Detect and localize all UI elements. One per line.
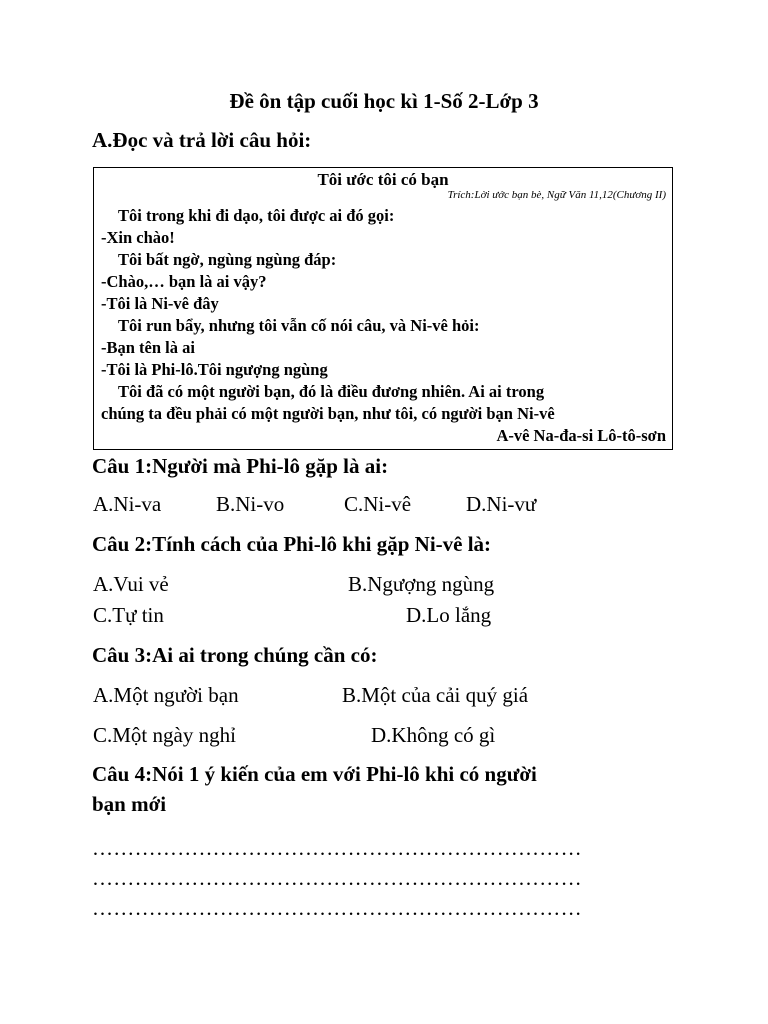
reading-passage-box [93, 167, 673, 450]
answer-line[interactable]: …………………………………………………………… [92, 866, 582, 890]
q1-option-a: A.Ni-va [93, 492, 162, 516]
question-2: Câu 2:Tính cách của Phi-lô khi gặp Ni-vê là: [92, 532, 492, 556]
page-title: Đề ôn tập cuối học kì 1-Số 2-Lớp 3 [229, 89, 539, 113]
passage-line: Tôi trong khi đi dạo, tôi được ai đó gọi: [118, 206, 395, 225]
passage-line: -Tôi là Phi-lô.Tôi ngượng ngùng [101, 360, 328, 379]
question-1: Câu 1:Người mà Phi-lô gặp là ai: [92, 454, 389, 478]
q3-option-d: D.Không có gì [371, 723, 496, 747]
q2-option-b: B.Ngượng ngùng [348, 572, 495, 596]
q3-option-b: B.Một của cải quý giá [342, 683, 529, 707]
q3-option-a: A.Một người bạn [93, 683, 239, 707]
q1-option-c: C.Ni-vê [344, 492, 412, 516]
section-heading: A.Đọc và trả lời câu hỏi: [92, 128, 312, 152]
passage-author: A-vê Na-đa-si Lô-tô-sơn [496, 426, 666, 445]
passage-source: Trích:Lời ước bạn bè, Ngữ Văn 11,12(Chương II) [447, 189, 666, 201]
passage-line: -Bạn tên là ai [101, 338, 195, 357]
passage-title: Tôi ước tôi có bạn [317, 170, 449, 189]
question-4-line-2: bạn mới [92, 792, 167, 816]
question-3: Câu 3:Ai ai trong chúng cần có: [92, 643, 378, 667]
passage-line: Tôi đã có một người bạn, đó là điều đương nhiên. Ai ai trong [118, 382, 545, 401]
question-4-line-1: Câu 4:Nói 1 ý kiến của em với Phi-lô khi có người [92, 762, 537, 786]
q1-option-b: B.Ni-vo [216, 492, 285, 516]
passage-line: Tôi run bẩy, nhưng tôi vẫn cố nói câu, và Ni-vê hỏi: [118, 316, 480, 335]
passage-line: -Chào,… bạn là ai vậy? [101, 272, 267, 291]
q3-option-c: C.Một ngày nghỉ [93, 723, 236, 747]
answer-line[interactable]: …………………………………………………………… [92, 896, 582, 920]
passage-line: Tôi bất ngờ, ngùng ngùng đáp: [118, 250, 337, 269]
answer-line[interactable]: …………………………………………………………… [92, 836, 582, 860]
passage-line: -Tôi là Ni-vê đây [101, 294, 219, 313]
q2-option-d: D.Lo lắng [406, 603, 492, 627]
q2-option-c: C.Tự tin [93, 603, 164, 627]
passage-line: chúng ta đều phải có một người bạn, như tôi, có người bạn Ni-vê [101, 404, 555, 423]
passage-body [101, 205, 666, 447]
q1-option-d: D.Ni-vư [466, 492, 537, 516]
q2-option-a: A.Vui vẻ [93, 572, 169, 596]
passage-line: -Xin chào! [101, 228, 175, 247]
